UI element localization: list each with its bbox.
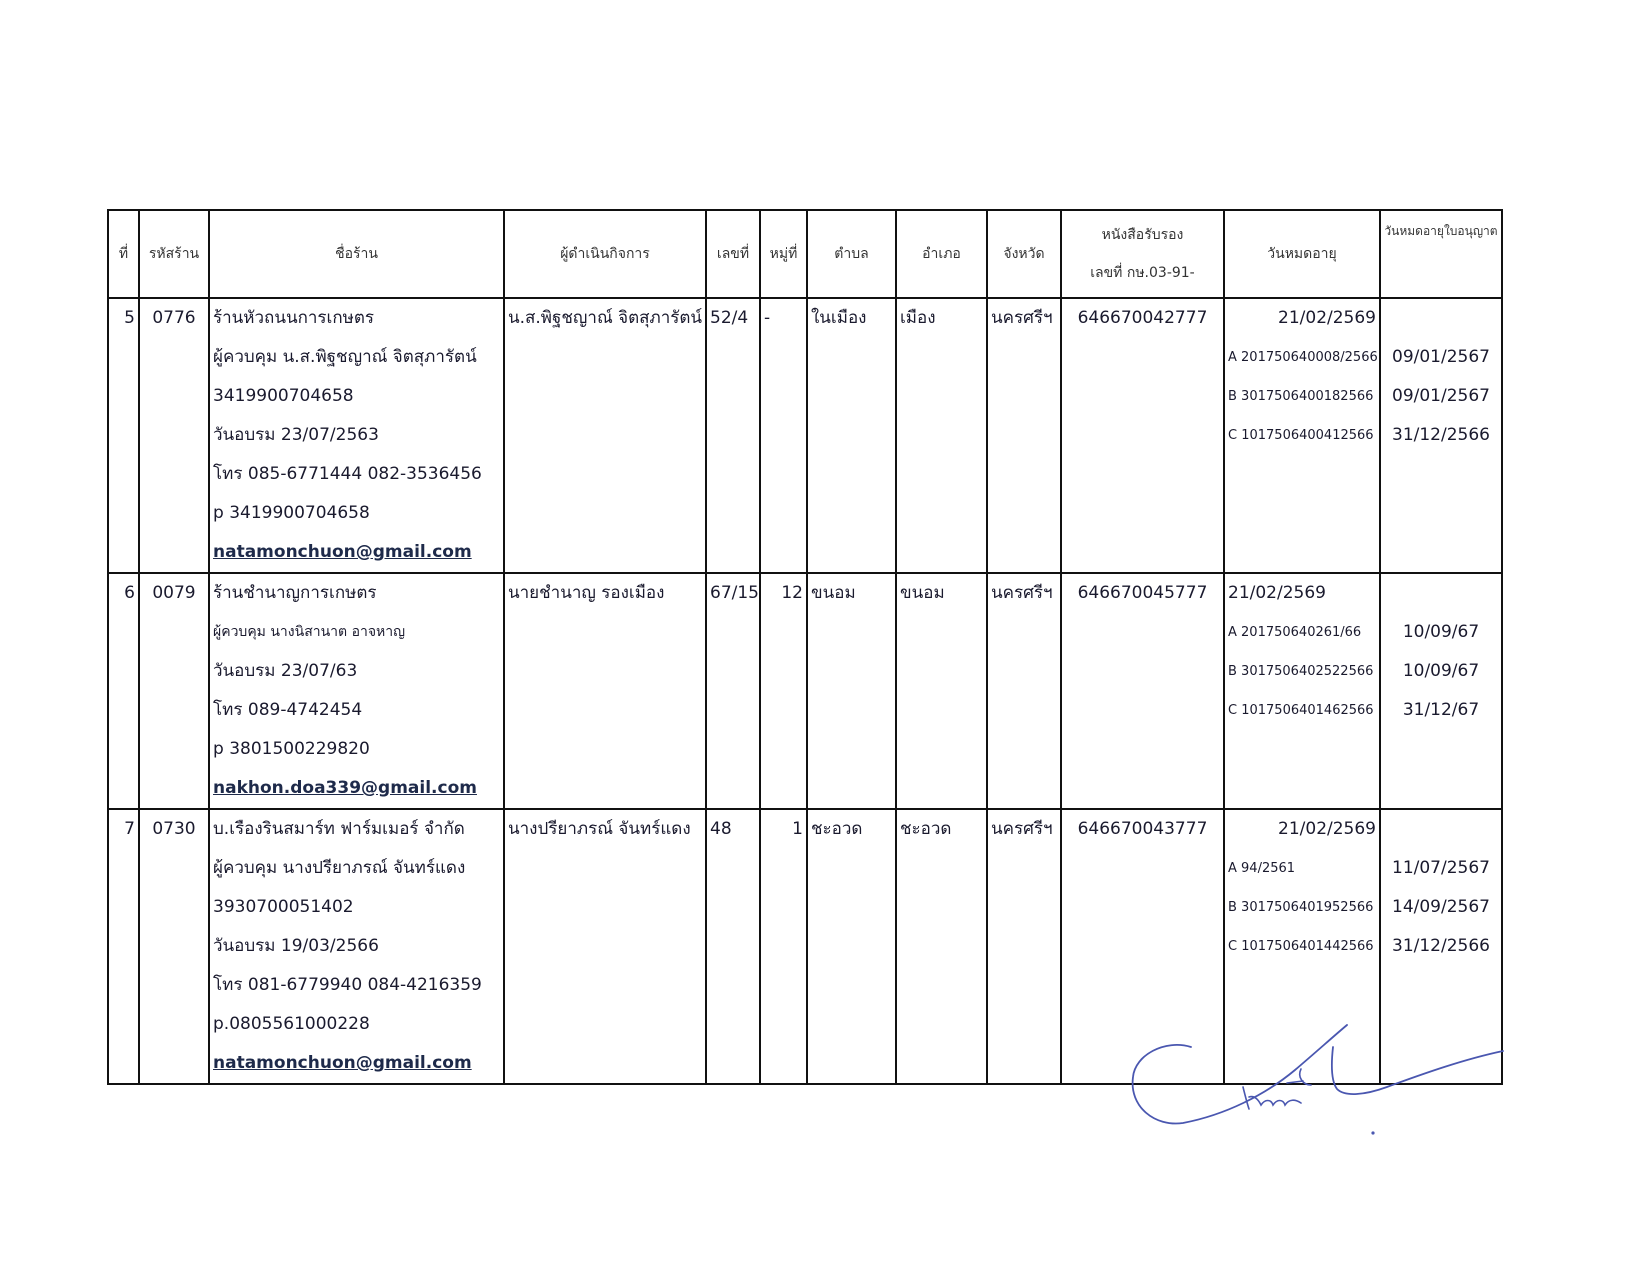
amphoe: ขนอม <box>900 583 945 603</box>
header-row <box>108 210 1502 298</box>
cell-moo <box>760 573 807 809</box>
tambon: ขนอม <box>811 583 856 603</box>
house-no: 48 <box>710 819 732 839</box>
cell-house-no <box>706 573 760 809</box>
phone: โทร 085-6771444 082-3536456 <box>213 464 482 484</box>
certificate-number: 646670042777 <box>1077 308 1208 328</box>
cell-tambon <box>807 809 896 1084</box>
cell-no <box>108 573 139 809</box>
license-c-expiry: 31/12/67 <box>1402 700 1480 720</box>
controller-name: ผู้ควบคุม นางนิสานาต อาจหาญ <box>213 624 406 640</box>
cell-code <box>139 809 209 1084</box>
header-house-no: เลขที่ <box>706 210 760 298</box>
moo: 12 <box>781 583 803 603</box>
shop-registry-table <box>107 209 1503 1085</box>
signature <box>1125 1015 1505 1145</box>
license-b-expiry: 10/09/67 <box>1402 661 1480 681</box>
expiry-date: 21/02/2569 <box>1278 819 1376 839</box>
training-date: วันอบรม 23/07/63 <box>213 661 358 681</box>
p-number: p 3419900704658 <box>213 503 370 523</box>
cell-house-no <box>706 809 760 1084</box>
license-c-expiry: 31/12/2566 <box>1392 936 1490 956</box>
amphoe: เมือง <box>900 308 936 328</box>
p-number: p.0805561000228 <box>213 1014 370 1034</box>
cell-certificate <box>1061 298 1224 573</box>
operator-name: น.ส.พิฐชญาณ์ จิตสุภารัตน์ <box>508 308 703 328</box>
shop-code: 0730 <box>152 819 196 839</box>
training-date: วันอบรม 23/07/2563 <box>213 425 379 445</box>
cell-operator <box>504 298 706 573</box>
certificate-number: 646670045777 <box>1077 583 1208 603</box>
cell-amphoe <box>896 809 987 1084</box>
expiry-date: 21/02/2569 <box>1278 308 1376 328</box>
license-b-number: B 3017506400182566 <box>1228 389 1374 404</box>
header-moo: หมู่ที่ <box>760 210 807 298</box>
license-c-number: C 1017506401442566 <box>1228 939 1374 954</box>
email-link[interactable]: natamonchuon@gmail.com <box>213 1053 472 1073</box>
cell-certificate <box>1061 573 1224 809</box>
header-expiry: วันหมดอายุ <box>1224 210 1380 298</box>
cell-code <box>139 573 209 809</box>
license-b-expiry: 09/01/2567 <box>1392 386 1490 406</box>
moo: - <box>764 308 771 328</box>
id-number: 3930700051402 <box>213 897 354 917</box>
license-a-number: A 201750640261/66 <box>1228 625 1362 640</box>
license-a-expiry: 10/09/67 <box>1402 622 1480 642</box>
row-number: 5 <box>124 308 135 328</box>
license-b-expiry: 14/09/2567 <box>1392 897 1490 917</box>
cell-no <box>108 809 139 1084</box>
cell-province <box>987 298 1061 573</box>
license-c-number: C 1017506401462566 <box>1228 703 1374 718</box>
license-a-number: A 94/2561 <box>1228 861 1296 876</box>
moo: 1 <box>792 819 803 839</box>
header-operator: ผู้ดำเนินกิจการ <box>504 210 706 298</box>
cell-amphoe <box>896 573 987 809</box>
license-b-number: B 3017506401952566 <box>1228 900 1374 915</box>
province: นครศรีฯ <box>991 583 1053 603</box>
license-a-expiry: 09/01/2567 <box>1392 347 1490 367</box>
controller-name: ผู้ควบคุม นางปรียาภรณ์ จันทร์แดง <box>213 858 466 878</box>
header-certificate-line1: หนังสือรับรอง <box>1101 227 1184 243</box>
tambon: ชะอวด <box>811 819 863 839</box>
cell-moo <box>760 809 807 1084</box>
p-number: p 3801500229820 <box>213 739 370 759</box>
cell-amphoe <box>896 298 987 573</box>
cell-moo <box>760 298 807 573</box>
cell-province <box>987 809 1061 1084</box>
header-license-expiry: วันหมดอายุใบอนุญาต <box>1380 210 1502 298</box>
cell-details <box>209 809 504 1084</box>
table-row <box>108 573 1502 809</box>
license-c-expiry: 31/12/2566 <box>1392 425 1490 445</box>
shop-name: ร้านหัวถนนการเกษตร <box>213 308 375 328</box>
row-number: 7 <box>124 819 135 839</box>
province: นครศรีฯ <box>991 819 1053 839</box>
table-row <box>108 298 1502 573</box>
shop-name: บ.เรืองรินสมาร์ท ฟาร์มเมอร์ จำกัด <box>213 819 465 839</box>
id-number: 3419900704658 <box>213 386 354 406</box>
cell-house-no <box>706 298 760 573</box>
cell-code <box>139 298 209 573</box>
header-certificate-line2: เลขที่ กษ.03-91- <box>1090 265 1195 281</box>
row-number: 6 <box>124 583 135 603</box>
cell-tambon <box>807 298 896 573</box>
cell-province <box>987 573 1061 809</box>
cell-license-expiry <box>1380 573 1502 809</box>
operator-name: นางปรียาภรณ์ จันทร์แดง <box>508 819 691 839</box>
license-b-number: B 3017506402522566 <box>1228 664 1374 679</box>
license-a-expiry: 11/07/2567 <box>1392 858 1490 878</box>
email-link[interactable]: natamonchuon@gmail.com <box>213 542 472 562</box>
header-shop-code: รหัสร้าน <box>139 210 209 298</box>
license-c-number: C 1017506400412566 <box>1228 428 1374 443</box>
operator-name: นายชำนาญ รองเมือง <box>508 583 665 603</box>
header-amphoe: อำเภอ <box>896 210 987 298</box>
header-tambon: ตำบล <box>807 210 896 298</box>
cell-tambon <box>807 573 896 809</box>
amphoe: ชะอวด <box>900 819 952 839</box>
header-shop-name: ชื่อร้าน <box>209 210 504 298</box>
cell-expiry <box>1224 573 1380 809</box>
header-no: ที่ <box>108 210 139 298</box>
certificate-number: 646670043777 <box>1077 819 1208 839</box>
house-no: 67/15 <box>710 583 759 603</box>
cell-expiry <box>1224 298 1380 573</box>
email-link[interactable]: nakhon.doa339@gmail.com <box>213 778 477 798</box>
shop-name: ร้านชำนาญการเกษตร <box>213 583 377 603</box>
controller-name: ผู้ควบคุม น.ส.พิฐชญาณ์ จิตสุภารัตน์ <box>213 347 477 367</box>
cell-license-expiry <box>1380 298 1502 573</box>
shop-code: 0776 <box>152 308 196 328</box>
header-certificate <box>1061 210 1224 298</box>
cell-operator <box>504 573 706 809</box>
cell-no <box>108 298 139 573</box>
expiry-date: 21/02/2569 <box>1228 583 1326 603</box>
house-no: 52/4 <box>710 308 749 328</box>
cell-operator <box>504 809 706 1084</box>
province: นครศรีฯ <box>991 308 1053 328</box>
phone: โทร 081-6779940 084-4216359 <box>213 975 482 995</box>
license-a-number: A 201750640008/2566 <box>1228 350 1378 365</box>
phone: โทร 089-4742454 <box>213 700 363 720</box>
cell-details <box>209 573 504 809</box>
shop-code: 0079 <box>152 583 196 603</box>
cell-details <box>209 298 504 573</box>
training-date: วันอบรม 19/03/2566 <box>213 936 379 956</box>
tambon: ในเมือง <box>811 308 867 328</box>
header-province: จังหวัด <box>987 210 1061 298</box>
